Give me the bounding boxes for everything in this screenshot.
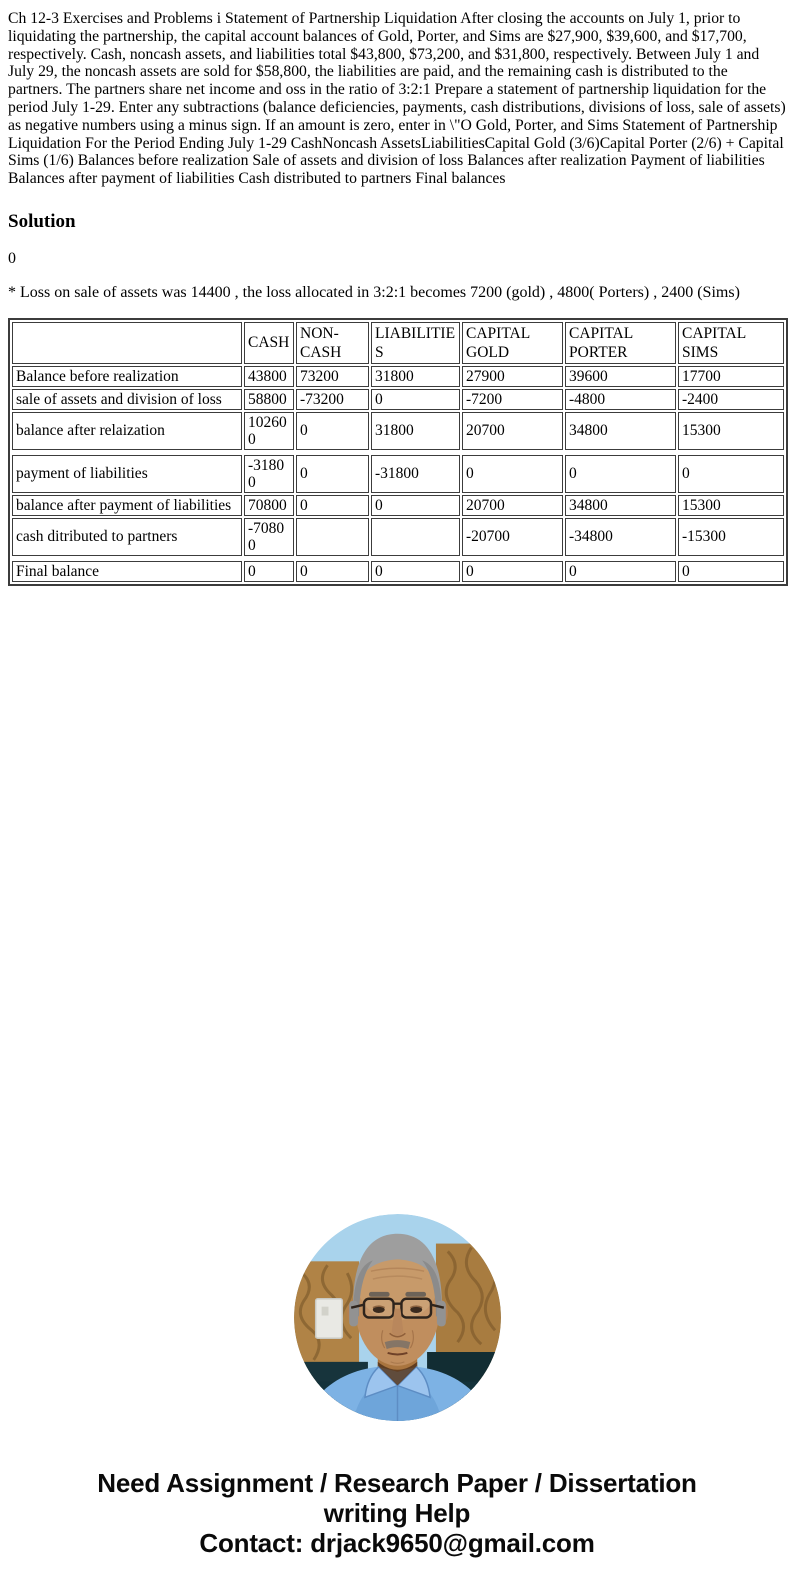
cell-liabilities: 31800 — [371, 412, 460, 450]
cell-capital-sims: -2400 — [678, 389, 784, 410]
table-row-cash-distributed — [12, 518, 784, 556]
problem-text: Ch 12-3 Exercises and Problems i Statement of Partnership Liquidation After closing the accounts on July 1, prior to liquidating the partnership, the capital account balances of Gold, Porter, and Sims are $27,900, $39,600, and $17,700, respectively. Cash, noncash assets, and liabilities total $43,800, $73,200, and $31,800, respectively. Between July 1 and July 29, the noncash assets are sold for $58,800, the liabilities are paid, and the remaining cash is distributed to the partners. The partners share net income and oss in the ratio of 3:2:1 Prepare a statement of partnership liquidation for the period July 1-29. Enter any subtractions (balance deficiencies, payments, cash distributions, divisions of loss, sale of assets) as negative numbers using a minus sign. If an amount is zero, enter in \"O Gold, Porter, and Sims Statement of Partnership Liquidation For the Period Ending July 1-29 CashNoncash AssetsLiabilitiesCapital Gold (3/6)Capital Porter (2/6) + Capital Sims (1/6) Balances before realization Sale of assets and division of loss Balances after realization Payment of liabilities Balances after payment of liabilities Cash distributed to partners Final balances — [8, 10, 786, 188]
cell-capital-sims: -15300 — [678, 518, 784, 556]
cell-liabilities — [371, 518, 460, 556]
footer-line-1: Need Assignment / Research Paper / Dissertation — [97, 1467, 697, 1498]
cell-noncash: 0 — [296, 495, 369, 516]
cell-capital-gold: -7200 — [462, 389, 563, 410]
cell-capital-porter: 0 — [565, 561, 676, 582]
cell-noncash: -73200 — [296, 389, 369, 410]
table-row-sale-of-assets — [12, 389, 784, 410]
cell-liabilities: 31800 — [371, 366, 460, 387]
row-label: balance after relaization — [12, 412, 242, 450]
header-capital-porter: CAPITAL PORTER — [565, 322, 676, 364]
cell-noncash: 0 — [296, 412, 369, 450]
header-liabilities: LIABILITIES — [371, 322, 460, 364]
cell-cash: 0 — [244, 561, 294, 582]
cell-cash: 58800 — [244, 389, 294, 410]
header-blank — [12, 322, 242, 364]
cell-capital-porter: -4800 — [565, 389, 676, 410]
cell-noncash — [296, 518, 369, 556]
table-header-row — [12, 322, 784, 364]
cell-capital-porter: 0 — [565, 455, 676, 493]
footer-line-2: writing Help — [323, 1497, 471, 1528]
header-capital-sims: CAPITAL SIMS — [678, 322, 784, 364]
cell-liabilities: 0 — [371, 561, 460, 582]
liquidation-statement-table — [8, 318, 788, 586]
header-cash: CASH — [244, 322, 294, 364]
portrait-photo — [294, 1214, 501, 1421]
whitespace-spacer — [8, 586, 786, 1214]
cell-capital-sims: 0 — [678, 455, 784, 493]
cell-cash: 43800 — [244, 366, 294, 387]
cell-capital-porter: -34800 — [565, 518, 676, 556]
table-row-balance-after-realization — [12, 412, 784, 450]
table-row-balance-before-realization — [12, 366, 784, 387]
row-label: cash ditributed to partners — [12, 518, 242, 556]
cell-capital-gold: -20700 — [462, 518, 563, 556]
cell-noncash: 73200 — [296, 366, 369, 387]
table-group-gap — [12, 558, 784, 559]
cell-capital-porter: 39600 — [565, 366, 676, 387]
footer-ad — [8, 1468, 786, 1586]
cell-capital-sims: 17700 — [678, 366, 784, 387]
footer-contact-email: Contact: drjack9650@gmail.com — [199, 1527, 595, 1558]
cell-capital-gold: 20700 — [462, 495, 563, 516]
header-noncash: NON-CASH — [296, 322, 369, 364]
header-capital-gold: CAPITAL GOLD — [462, 322, 563, 364]
cell-capital-porter: 34800 — [565, 412, 676, 450]
table-group-gap — [12, 452, 784, 453]
cell-cash: 102600 — [244, 412, 294, 450]
cell-cash: -31800 — [244, 455, 294, 493]
table-row-payment-of-liabilities — [12, 455, 784, 493]
row-label: Balance before realization — [12, 366, 242, 387]
cell-capital-sims: 15300 — [678, 495, 784, 516]
cell-noncash: 0 — [296, 561, 369, 582]
cell-capital-porter: 34800 — [565, 495, 676, 516]
row-label: Final balance — [12, 561, 242, 582]
cell-capital-sims: 15300 — [678, 412, 784, 450]
cell-cash: 70800 — [244, 495, 294, 516]
cell-cash: -70800 — [244, 518, 294, 556]
row-label: sale of assets and division of loss — [12, 389, 242, 410]
solution-heading: Solution — [8, 210, 76, 232]
row-label: balance after payment of liabilities — [12, 495, 242, 516]
table-row-balance-after-payment — [12, 495, 784, 516]
cell-capital-gold: 27900 — [462, 366, 563, 387]
cell-capital-gold: 0 — [462, 455, 563, 493]
loss-allocation-note: * Loss on sale of assets was 14400 , the loss allocated in 3:2:1 becomes 7200 (gold) , 4800( Porters) , 2400 (Sims) — [8, 283, 740, 301]
solution-value: 0 — [8, 249, 16, 267]
cell-capital-gold: 20700 — [462, 412, 563, 450]
cell-noncash: 0 — [296, 455, 369, 493]
portrait-photo-graphic — [294, 1214, 501, 1421]
cell-liabilities: 0 — [371, 389, 460, 410]
row-label: payment of liabilities — [12, 455, 242, 493]
cell-capital-gold: 0 — [462, 561, 563, 582]
table-row-final-balance — [12, 561, 784, 582]
cell-capital-sims: 0 — [678, 561, 784, 582]
cell-liabilities: -31800 — [371, 455, 460, 493]
cell-liabilities: 0 — [371, 495, 460, 516]
